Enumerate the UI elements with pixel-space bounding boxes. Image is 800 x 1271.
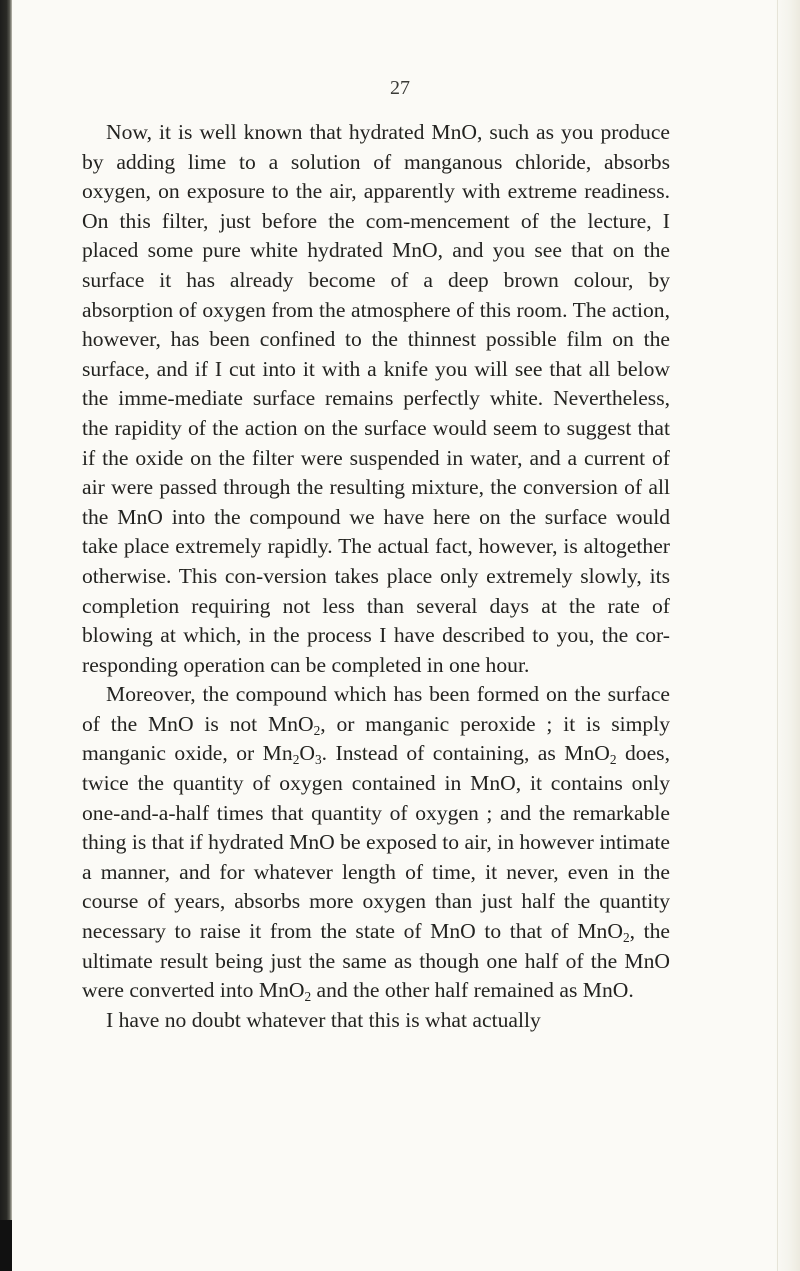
paragraph-text: , or manganic peroxide ; it is simply manganic oxide, or Mn — [82, 711, 670, 766]
paragraph-text: Now, it is well known that hydrated MnO, such as you produce by adding lime to a solution of manganous chloride, absorbs oxygen, on exposure to the air, apparently with extreme readiness. On this filter, just before the com-mencement of the lecture, I placed some pure white hydrated MnO, and you see that on the surface it has already become of a deep brown colour, by absorption of oxygen from the atmosphere of this room. The action, however, has been confined to the thinnest possible film on the surface, and if I cut into it with a knife you will see that all below the imme-mediate surface remains perfectly white. Nevertheless, the rapidity of the action on the surface would seem to suggest that if the oxide on the filter were suspended in water, and a current of air were passed through the resulting mixture, the conversion of all the MnO into the compound we have here on the surface would take place extremely rapidly. The actual fact, however, is altogether otherwise. This con-version takes place only extremely slowly, its completion requiring not less than several days at the rate of blowing at which, in the process I have described to you, the cor-responding operation can be completed in one hour. — [82, 120, 670, 677]
page-number: 27 — [390, 77, 410, 99]
paragraph-text: Moreover, the compound which has been formed on the surface of the MnO is not MnO — [82, 682, 670, 736]
paragraph-text: does, twice the quantity of oxygen contained in MnO, it contains only one-and-a-half times that quantity of oxygen ; and the remarkable thing is that if hydrated MnO be exposed to air, in however intimate a manner, and for whatever length of time, it never, even in the course of years, absorbs more oxygen than just half the quantity necessary to raise it from the state of MnO to that of MnO — [82, 741, 670, 944]
page-edge-line — [777, 0, 778, 1271]
paragraph-text: , the ultimate result being just the same as though one half of the MnO were converted into MnO — [82, 919, 671, 1003]
subscript: 2 — [292, 752, 300, 768]
subscript: 2 — [304, 989, 312, 1005]
binding-edge-mark — [0, 1220, 12, 1271]
paragraph-text: O — [299, 741, 315, 766]
paragraph-1 — [82, 118, 670, 680]
paragraph-3 — [82, 1006, 670, 1036]
subscript: 2 — [313, 722, 321, 738]
body-text — [82, 118, 670, 1035]
book-binding-shadow — [0, 0, 12, 1271]
paragraph-2 — [82, 680, 670, 1006]
paragraph-text: I have no doubt whatever that this is what actually — [106, 1007, 541, 1032]
subscript: 3 — [314, 752, 322, 768]
subscript: 2 — [609, 752, 617, 768]
paragraph-text: and the other half remained as MnO. — [311, 978, 634, 1003]
paragraph-text: . Instead of containing, as MnO — [321, 741, 610, 766]
subscript: 2 — [622, 930, 630, 946]
